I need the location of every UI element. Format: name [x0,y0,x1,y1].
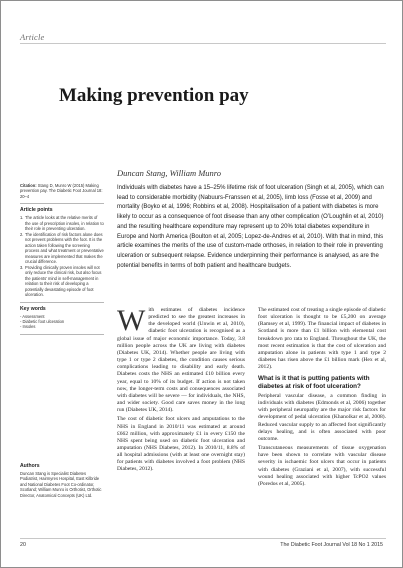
keywords-heading: Key words [20,305,46,312]
drop-cap: W [117,304,146,337]
keyword-item: - Diabetic foot ulceration [20,318,65,324]
keyword-item: - Assessment [20,313,45,319]
article-point: 3. Providing clinically proven insoles will not only reduce the clinical risk, but also focus the patients’ mind in self-management in relation to their risk of developing a potentially devastating episode of foot ulceration. [20,265,102,298]
footer-divider [20,538,386,539]
sidebar-divider [20,203,104,204]
citation-label: Citation: [20,183,37,188]
section-label: Article [20,32,45,42]
authors-heading: Authors [20,463,40,469]
body-paragraph: Peripheral vascular disease, a common finding in individuals with diabetes (Edmonds et al, 2006) together with peripheral neuropathy are the major risk factors for development of pedal ulceration (Khanolkar et al, 2008). Reduced vascular supply to an affected foot significantly delays healing, and is often associated with poor outcome. [258,393,386,442]
body-column-left [117,304,245,476]
header-divider [20,43,386,44]
body-paragraph: The cost of diabetic foot ulcers and amputations to the NHS in England in 2010/11 was estimated at around £662 million, with approximately £1 in every £150 the NHS spent being used on diabetic foot ulceration and amputation (NHS Diabetes, 2012). In 2010/11, 8.8% of all hospital admissions (with at least one overnight stay) for patients with diabetes involved a foot problem (NHS Diabetes, 2012). [117,416,245,473]
article-sidebar [20,183,104,338]
sidebar-divider [20,334,104,335]
sidebar-divider [20,302,104,303]
authors-affiliation: Duncan Stang is Specialist Diabetes Podiatrist, Hairmyres Hospital, East Kilbride and National Diabetes Foot Co-ordinator, Scotland; William Munro is Orthotist, Orthotic Director, Anatomical Concepts (UK) Ltd. [20,471,102,498]
journal-footer: The Diabetic Foot Journal Vol 18 No 1 2015 [280,542,383,548]
body-paragraph: The estimated cost of treating a single episode of diabetic foot ulceration is thought to be £5,200 on average (Ramsey et al, 1999). The financial impact of diabetes in Scotland is more than £1 billion with elemental cost breakdown pro rata to England. Throughout the UK, the most recent estimation is that the cost of ulceration and amputation alone in patients with type 1 and type 2 diabetes has risen above the £1 billion mark (Hex et al, 2012). [258,307,386,371]
article-authors: Duncan Stang, William Munro [117,168,222,178]
citation [20,183,104,199]
article-points-heading: Article points [20,207,53,214]
article-point: 2. The identification of risk factors alone does not prevent problems with the foot. It is the action taken following the screening process and what treatment or preventative measures are implemented that makes the crucial difference. [20,232,104,265]
body-paragraph: Transcutaneous measurements of tissue oxygenation have been shown to correlate with vascular disease severity in ischaemic foot ulcers that occur in patients with diabetes (Graziani et al, 2007), with successful wound healing associated with higher TcPO2 values (Poredos et al, 2005). [258,445,386,487]
article-point: 1. The article looks at the relative merits of the use of prescription insoles, in relation to their role in preventing ulceration. [20,215,104,232]
keyword-item: - Insoles [20,324,36,330]
body-column-right [258,307,386,490]
citation-text: Stang D, Munro W (2015) Making prevention pay. The Diabetic Foot Journal 18: 20–4 [20,183,103,199]
page-number: 20 [20,542,26,548]
article-title: Making prevention pay [59,85,249,106]
author-info [20,463,104,498]
section-subheading: What is it that is putting patients with diabetes at risk of foot ulceration? [258,375,370,391]
article-points-list [20,215,104,297]
body-paragraph: With estimates of diabetes incidence predicted to see the greatest increases in the developed world (Unwin et al, 2010), diabetic foot ulceration is recognised as a global issue of major economic importance. Today, 3.8 million people across the UK are living with diabetes (Diabetes UK, 2014). Whether people are living with type 1 or type 2 diabetes, the condition causes serious complications leading to disability and early death. Diabetes costs the NHS an estimated £10 billion every year, equal to 10% of its budget. If action is not taken now, the longer-term costs and consequences associated with diabetes will be severe — for individuals, the NHS, and wider society. Good care saves money in the long run (Diabetes UK, 2014). [117,304,245,414]
article-abstract: Individuals with diabetes have a 15–25% lifetime risk of foot ulceration (Singh et al, 2005), which can lead to considerable morbidity (Nabuurs-Franssen et al, 2005), limb loss (Fosse et al, 2009) and mortality (Boyko et al, 1996; Robbins et al, 2008). Hospitalisation of a patient with diabetes is more likely to occur as a consequence of foot disease than any other complication (O’Loughlin et al, 2010) and the resulting healthcare expenditure may represent up to 20% total diabetes expenditure in Europe and North America (Boulton et al, 2005; Lopez-de-Andres et al, 2010). With that in mind, this article examines the merits of the use of custom-made orthoses, in relation to their role in preventing ulceration or subsequent relapse. Evidence underpinning their performance is analysed, as are the potential benefits in terms of both patient and healthcare budgets. [117,185,384,269]
